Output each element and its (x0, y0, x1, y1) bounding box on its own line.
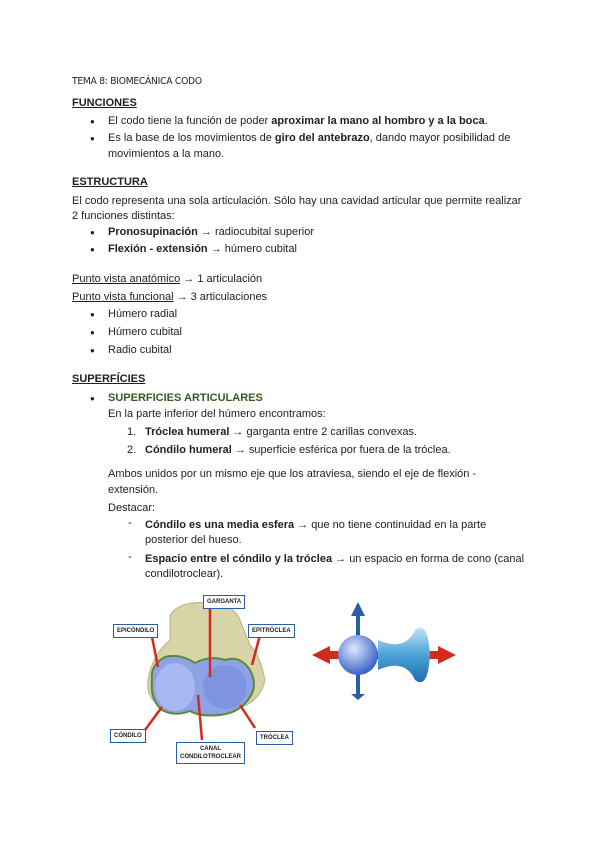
estructura-bullet-2 (108, 241, 297, 257)
bold-text: Flexión - extensión (108, 243, 208, 255)
bold-text: Tróclea humeral (145, 426, 230, 438)
text: . (484, 115, 488, 127)
bold-text: Pronosupinación (108, 226, 198, 238)
bold-text: Cóndilo es una media esfera (145, 519, 295, 531)
bullet-dot: ● (90, 228, 95, 237)
underlined-text: Punto vista anatómico (72, 273, 181, 285)
destacar-item-1 (145, 517, 486, 533)
destacar-item-2 (145, 551, 524, 567)
destacar-label: Destacar: (108, 502, 156, 514)
trochlea-cone (378, 628, 430, 682)
list-item: Húmero radial (108, 308, 178, 320)
text: , dando mayor posibilidad de (369, 132, 511, 144)
estructura-paragraph-line-1: El codo representa una sola articulación. Sólo hay una cavidad articular que permite realizar (72, 195, 522, 207)
label-line: CANAL (200, 746, 221, 752)
superficies-paragraph-line-1: Ambos unidos por un mismo eje que los atraviesa, siendo el eje de flexión - (108, 468, 477, 480)
list-item: Húmero cubital (108, 326, 182, 338)
list-number: 1. (127, 426, 137, 438)
label-epicondilo: EPICÓNDILO (113, 624, 158, 638)
condyle-trochlea-diagram (310, 600, 460, 700)
text: → húmero cubital (207, 243, 297, 255)
numbered-item-2 (145, 442, 451, 458)
text: → radiocubital superior (197, 226, 315, 238)
bullet-dot: ● (90, 245, 95, 254)
label-garganta: GARGANTA (203, 595, 245, 609)
bullet-dot: ● (90, 346, 95, 355)
label-condilo: CÓNDILO (110, 729, 146, 743)
label-line: CONDILOTROCLEAR (180, 754, 241, 760)
bold-text: Espacio entre el cóndilo y la tróclea (145, 553, 333, 565)
bullet-dot: ● (90, 328, 95, 337)
text: → superficie esférica por fuera de la tróclea. (231, 444, 451, 456)
dash-marker: - (128, 551, 132, 563)
label-canal-condilotroclear (176, 742, 245, 764)
bold-text: aproximar la mano al hombro y a la boca (271, 115, 485, 127)
destacar-item-2-cont: condilotroclear). (145, 568, 224, 580)
arrow (145, 707, 162, 730)
text: Es la base de los movimientos de (108, 132, 275, 144)
arrow (240, 705, 255, 728)
bullet-dot: ● (90, 117, 95, 126)
superficies-intro: En la parte inferior del húmero encontramos: (108, 408, 326, 420)
condyle-sphere (338, 635, 378, 675)
numbered-item-1 (145, 424, 417, 440)
superficies-paragraph-line-2: extensión. (108, 484, 159, 496)
punto-vista-anatomico (72, 271, 262, 287)
bold-text: Cóndilo humeral (145, 444, 232, 456)
text: → un espacio en forma de cono (canal (332, 553, 525, 565)
punto-vista-funcional (72, 289, 267, 305)
estructura-paragraph-line-2: 2 funciones distintas: (72, 210, 175, 222)
text: → que no tiene continuidad en la parte (294, 519, 487, 531)
text: El codo tiene la función de poder (108, 115, 272, 127)
destacar-item-1-cont: posterior del hueso. (145, 534, 242, 546)
estructura-heading: ESTRUCTURA (72, 176, 148, 188)
bullet-dot: ● (90, 394, 95, 403)
superficies-heading: SUPERFÍCIES (72, 373, 146, 385)
funciones-heading: FUNCIONES (72, 97, 137, 109)
document-title: TEMA 8: BIOMECÁNICA CODO (72, 76, 202, 87)
dash-marker: - (128, 517, 132, 529)
bullet-dot: ● (90, 134, 95, 143)
funciones-bullet-2 (108, 130, 510, 146)
condyle-sphere (155, 663, 195, 711)
text: → 1 articulación (180, 273, 263, 285)
bullet-dot: ● (90, 310, 95, 319)
text: → garganta entre 2 carillas convexas. (229, 426, 418, 438)
bold-text: giro del antebrazo (274, 132, 370, 144)
text: → 3 articulaciones (173, 291, 268, 303)
funciones-bullet-1 (108, 113, 488, 129)
funciones-bullet-2-cont: movimientos a la mano. (108, 148, 225, 160)
estructura-bullet-1 (108, 224, 314, 240)
list-number: 2. (127, 444, 137, 456)
list-item: Radio cubital (108, 344, 172, 356)
superficies-articulares-subheading: SUPERFICIES ARTICULARES (108, 392, 263, 404)
underlined-text: Punto vista funcional (72, 291, 174, 303)
label-troclea: TRÓCLEA (256, 731, 293, 745)
label-epitroclea: EPITRÓCLEA (248, 624, 295, 638)
